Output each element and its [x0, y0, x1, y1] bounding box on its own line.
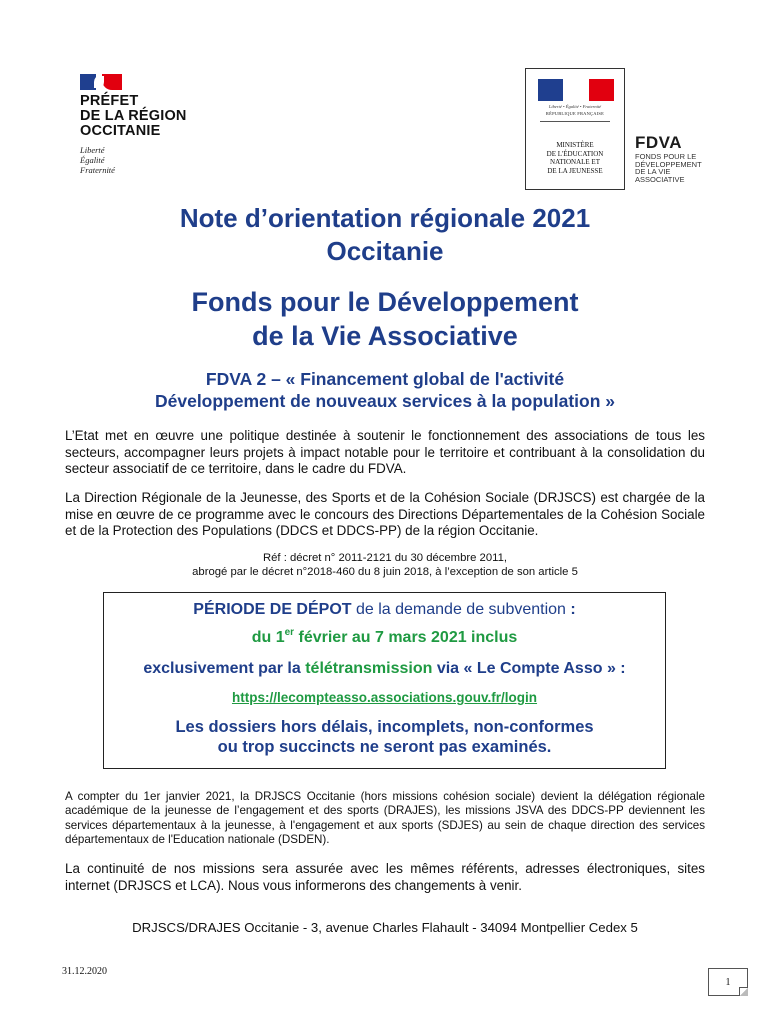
prefet-logo: [80, 74, 220, 175]
marianne-icon: [80, 74, 124, 90]
deposit-dates-pre: du 1: [251, 629, 285, 646]
deposit-period-rest: de la demande de subvention: [351, 601, 571, 618]
deposit-warning-line-2: ou trop succincts ne seront pas examinés.: [217, 738, 552, 756]
deposit-method: [104, 660, 665, 678]
page-number: 1: [708, 968, 748, 996]
reference-line-2: abrogé par le décret n°2018-460 du 8 juin 2018, à l’exception de son article 5: [192, 566, 578, 578]
deposit-notice-box: [103, 592, 666, 769]
prefet-title: PRÉFET DE LA RÉGION OCCITANIE: [80, 93, 187, 139]
deposit-method-post: via « Le Compte Asso » :: [432, 660, 626, 677]
deposit-warning-line-1: Les dossiers hors délais, incomplets, non-conformes: [175, 718, 594, 736]
deposit-dates-post: février au 7 mars 2021 inclus: [294, 629, 518, 646]
footer-address: DRJSCS/DRAJES Occitanie - 3, avenue Charles Flahault - 34094 Montpellier Cedex 5: [132, 920, 638, 935]
reference-text: [65, 551, 705, 579]
deposit-method-pre: exclusivement par la: [143, 660, 306, 677]
french-flag-icon: [538, 79, 614, 101]
prefet-motto: Liberté Égalité Fraternité: [80, 145, 115, 175]
program-title-line-2: de la Vie Associative: [252, 321, 518, 351]
compte-asso-link[interactable]: https://lecompteasso.associations.gouv.fr/login: [231, 690, 538, 705]
deposit-method-highlight: télétransmission: [305, 660, 433, 677]
ministry-name: MINISTÈRE DE L'ÉDUCATION NATIONALE ET DE LA JEUNESSE: [546, 141, 604, 175]
deposit-period-colon: :: [570, 601, 576, 618]
ministry-divider: [540, 121, 610, 122]
reference-line-1: Réf : décret n° 2011-2121 du 30 décembre 2011,: [262, 552, 507, 564]
subtitle-line-2: Développement de nouveaux services à la population »: [154, 391, 615, 411]
ministry-republique: RÉPUBLIQUE FRANÇAISE: [545, 111, 605, 116]
ministry-logo: [525, 68, 625, 190]
program-title: [0, 285, 770, 353]
main-title: [0, 202, 770, 268]
deposit-warning: [104, 717, 665, 757]
fdva-full-name: FONDS POUR LE DÉVELOPPEMENT DE LA VIE ASSOCIATIVE: [635, 152, 702, 184]
fdva-acronym: FDVA: [635, 133, 683, 152]
ministry-motto: Liberté • Égalité • Fraternité: [548, 104, 602, 109]
deposit-dates: [104, 627, 665, 647]
title-line-1: Note d’orientation régionale 2021: [179, 203, 591, 233]
reorganisation-paragraph: A compter du 1er janvier 2021, la DRJSCS Occitanie (hors missions cohésion sociale) devient la délégation régionale académique de la jeunesse de l’engagement et des sports (DRAJES), les missions JSVA des DDCS-PP deviennent les services départementaux à la jeunesse, à l'engagement et aux sports (SDJES) au sein de chaque direction des services départementaux de l'Education nationale (DSDEN).: [65, 790, 705, 847]
direction-paragraph: La Direction Régionale de la Jeunesse, des Sports et de la Cohésion Sociale (DRJSCS) est chargée de la mise en œuvre de ce programme avec le concours des Directions Départementales de la Cohésion Sociale et de la Protection des Populations (DDCS et DDCS-PP) de la région Occitanie.: [65, 490, 705, 538]
title-line-2: Occitanie: [326, 236, 444, 266]
subtitle-line-1: FDVA 2 – « Financement global de l'activité: [205, 369, 565, 389]
intro-paragraph: L’Etat met en œuvre une politique destinée à soutenir le fonctionnement des associations de tous les secteurs, accompagner leurs projets à impact notable pour le territoire et contribuant à la consolidation du secteur associatif de ce territoire, dans le cadre du FDVA.: [65, 428, 705, 476]
deposit-period: [104, 601, 665, 619]
footer-date: 31.12.2020: [62, 966, 107, 977]
program-title-line-1: Fonds pour le Développement: [191, 287, 579, 317]
deposit-dates-sup: er: [284, 627, 295, 638]
continuity-paragraph: La continuité de nos missions sera assurée avec les mêmes référents, adresses électroniques, sites internet (DRJSCS et LCA). Nous vous informerons des changements à venir.: [65, 861, 705, 893]
deposit-period-label: PÉRIODE DE DÉPOT: [193, 601, 352, 618]
fdva-logo: [635, 134, 735, 183]
subtitle: [0, 368, 770, 412]
